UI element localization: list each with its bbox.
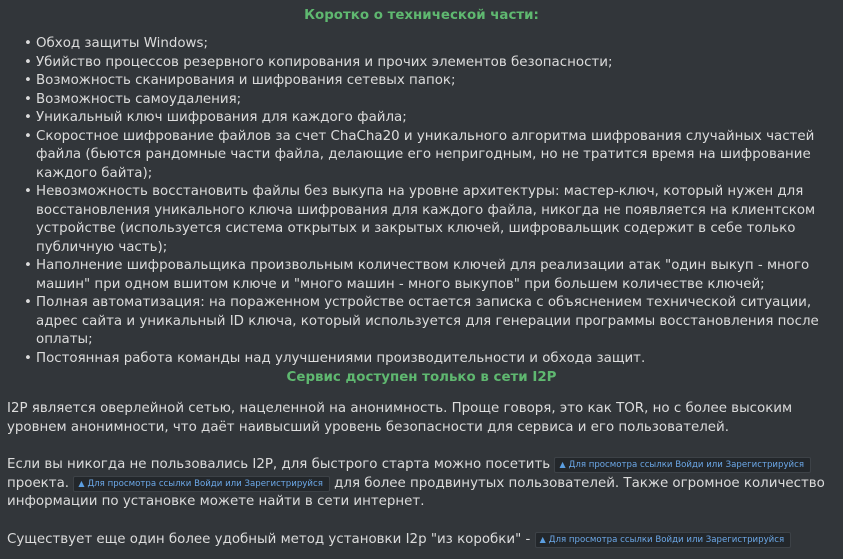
hidden-link-label: Для просмотра ссылки Войди или Зарегистрируйся	[568, 460, 805, 470]
list-item: • Наполнение шифровальщика произвольным количеством ключей для реализации атак "один выкуп - много машин" при одном вшитом ключе и "много машин - много выкупов" при большем количестве ключей;	[36, 257, 843, 294]
quick-start-paragraph	[7, 456, 837, 512]
section-heading-i2p: Сервис доступен только в сети I2P	[286, 370, 557, 385]
arrow-up-icon: ▲	[559, 460, 566, 469]
list-item: • Скоростное шифрование файлов за счет ChaCha20 и уникального алгоритма шифрования случайных частей файла (бьются рандомные части файла, делающие его непригодным, но не тратится время на шифрование каждого байта);	[36, 128, 843, 184]
hidden-link-button[interactable]	[554, 457, 811, 473]
list-item: • Полная автоматизация: на пораженном устройстве остается записка с объяснением технической ситуации, адрес сайта и уникальный ID ключа, который используется для генерации программы восстановления после оплаты;	[36, 294, 843, 350]
hidden-link-button[interactable]	[535, 532, 792, 548]
quick-start-text: Если вы никогда не пользовались I2P, для быстрого старта можно посетить	[7, 457, 551, 472]
list-item: • Невозможность восстановить файлы без выкупа на уровне архитектуры: мастер-ключ, который нужен для восстановления уникального ключа шифрования для каждого файла, никогда не появляется на клиентском устройстве (используется система открытых и закрытых ключей, шифровальщик содержит в себе только публичную часть);	[36, 183, 843, 257]
i2p-description	[7, 400, 837, 437]
hidden-link-label: Для просмотра ссылки Войди или Зарегистрируйся	[548, 535, 785, 545]
section-heading-technical: Коротко о технической части:	[304, 8, 539, 23]
list-item: • Обход защиты Windows;	[36, 35, 843, 54]
quick-start-text-project: проекта.	[7, 475, 70, 491]
list-item: • Возможность самоудаления;	[36, 91, 843, 110]
hidden-link-label: Для просмотра ссылки Войди или Зарегистрируйся	[87, 478, 323, 489]
feature-list	[18, 35, 843, 368]
list-item: • Уникальный ключ шифрования для каждого файла;	[36, 109, 843, 128]
arrow-up-icon: ▲	[539, 535, 546, 544]
install-method-text: Существует еще один более удобный метод установки I2p "из коробки" -	[7, 532, 531, 547]
i2p-description-text: I2P является оверлейной сетью, нацеленной на анонимность. Проще говоря, это как TOR, но с более высоким уровнем анонимности, что даёт наивысший уровень безопасности для сервиса и его пользователей.	[7, 401, 793, 435]
list-item: • Возможность сканирования и шифрования сетевых папок;	[36, 72, 843, 91]
list-item: • Постоянная работа команды над улучшениями производительности и обхода защит.	[36, 350, 843, 369]
arrow-up-icon: ▲	[78, 478, 85, 488]
list-item: • Убийство процессов резервного копирования и прочих элементов безопасности;	[36, 54, 843, 73]
advanced-users-text: для более продвинутых пользователей. Также огромное количество информации по установке можете найти в сети интернет.	[7, 475, 825, 509]
hidden-link-button[interactable]	[73, 476, 330, 492]
install-method-paragraph	[7, 531, 837, 550]
